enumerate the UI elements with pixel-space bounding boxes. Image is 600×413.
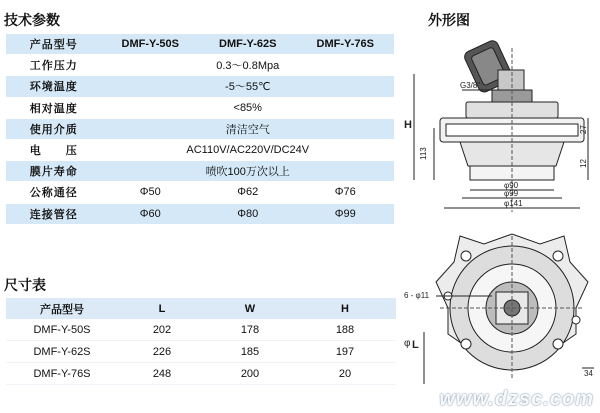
spec-row-label: 电 压 <box>6 139 101 160</box>
size-header-cell: L <box>118 298 206 319</box>
spec-row-voltage <box>6 139 394 160</box>
spec-row-ambient-temp <box>6 76 394 97</box>
size-header-cell: W <box>206 298 294 319</box>
size-cell: 226 <box>118 341 206 363</box>
dim-34: 34 <box>584 369 593 378</box>
size-cell: DMF-Y-62S <box>6 341 118 363</box>
size-header-cell: 产品型号 <box>6 298 118 319</box>
spec-row-pressure <box>6 55 394 76</box>
dim-12: 12 <box>579 159 588 168</box>
spec-row-value: 喷吹100万次以上 <box>101 161 394 182</box>
spec-cell: Φ80 <box>199 203 297 224</box>
size-cell: 178 <box>206 319 294 341</box>
valve-outline-drawing <box>400 30 596 413</box>
valve-top-view <box>424 234 594 384</box>
spec-row-value: AC110V/AC220V/DC24V <box>101 139 394 160</box>
spec-row-label: 相对温度 <box>6 97 101 118</box>
watermark: www.dzsc.com <box>439 388 594 410</box>
spec-row-value: 清洁空气 <box>101 118 394 139</box>
size-cell: 202 <box>118 319 206 341</box>
spec-row-label: 工作压力 <box>6 55 101 76</box>
dim-d99: φ99 <box>504 189 519 198</box>
spec-section-title: 技术参数 <box>4 12 60 28</box>
spec-row-pipe-diameter <box>6 203 394 224</box>
dim-d141: φ141 <box>504 199 523 208</box>
spec-header-label: 产品型号 <box>6 34 101 55</box>
spec-row-nominal-diameter <box>6 182 394 203</box>
size-header-cell: H <box>294 298 396 319</box>
size-cell: 200 <box>206 363 294 385</box>
spec-row-label: 使用介质 <box>6 118 101 139</box>
size-cell: DMF-Y-76S <box>6 363 118 385</box>
spec-cell: Φ50 <box>101 182 199 203</box>
spec-model-3: DMF-Y-76S <box>296 34 394 55</box>
spec-row-label: 公称通径 <box>6 182 101 203</box>
spec-cell: Φ76 <box>296 182 394 203</box>
spec-row-humidity <box>6 97 394 118</box>
phi-label: φ <box>404 338 411 349</box>
spec-row-medium <box>6 118 394 139</box>
size-table <box>6 298 396 385</box>
spec-row-diaphragm-life <box>6 161 394 182</box>
spec-cell: Φ99 <box>296 203 394 224</box>
size-cell: 20 <box>294 363 396 385</box>
thread-label: G3/8" <box>460 81 481 90</box>
size-header-row <box>6 298 396 319</box>
spec-row-label: 连接管径 <box>6 203 101 224</box>
size-cell: 185 <box>206 341 294 363</box>
spec-row-value: -5～55℃ <box>101 76 394 97</box>
size-cell: DMF-Y-50S <box>6 319 118 341</box>
spec-row-label: 环境温度 <box>6 76 101 97</box>
size-row <box>6 319 396 341</box>
spec-row-value: 0.3～0.8Mpa <box>101 55 394 76</box>
size-cell: 197 <box>294 341 396 363</box>
size-row <box>6 341 396 363</box>
size-cell: 188 <box>294 319 396 341</box>
spec-header-row <box>6 34 394 55</box>
size-row <box>6 363 396 385</box>
dim-113: 113 <box>419 147 428 160</box>
size-section-title: 尺寸表 <box>4 277 46 293</box>
spec-cell: Φ60 <box>101 203 199 224</box>
holes-label: 6 - φ11 <box>404 291 430 300</box>
spec-model-2: DMF-Y-62S <box>199 34 297 55</box>
drawing-title: 外形图 <box>428 12 470 28</box>
spec-row-label: 膜片寿命 <box>6 161 101 182</box>
spec-table <box>6 34 394 225</box>
spec-row-value: <85% <box>101 97 394 118</box>
length-label: L <box>412 339 419 351</box>
size-cell: 248 <box>118 363 206 385</box>
dim-27: 27 <box>579 125 588 134</box>
spec-model-1: DMF-Y-50S <box>101 34 199 55</box>
height-label: H <box>404 119 412 131</box>
spec-cell: Φ62 <box>199 182 297 203</box>
dim-d90: φ90 <box>504 181 519 190</box>
